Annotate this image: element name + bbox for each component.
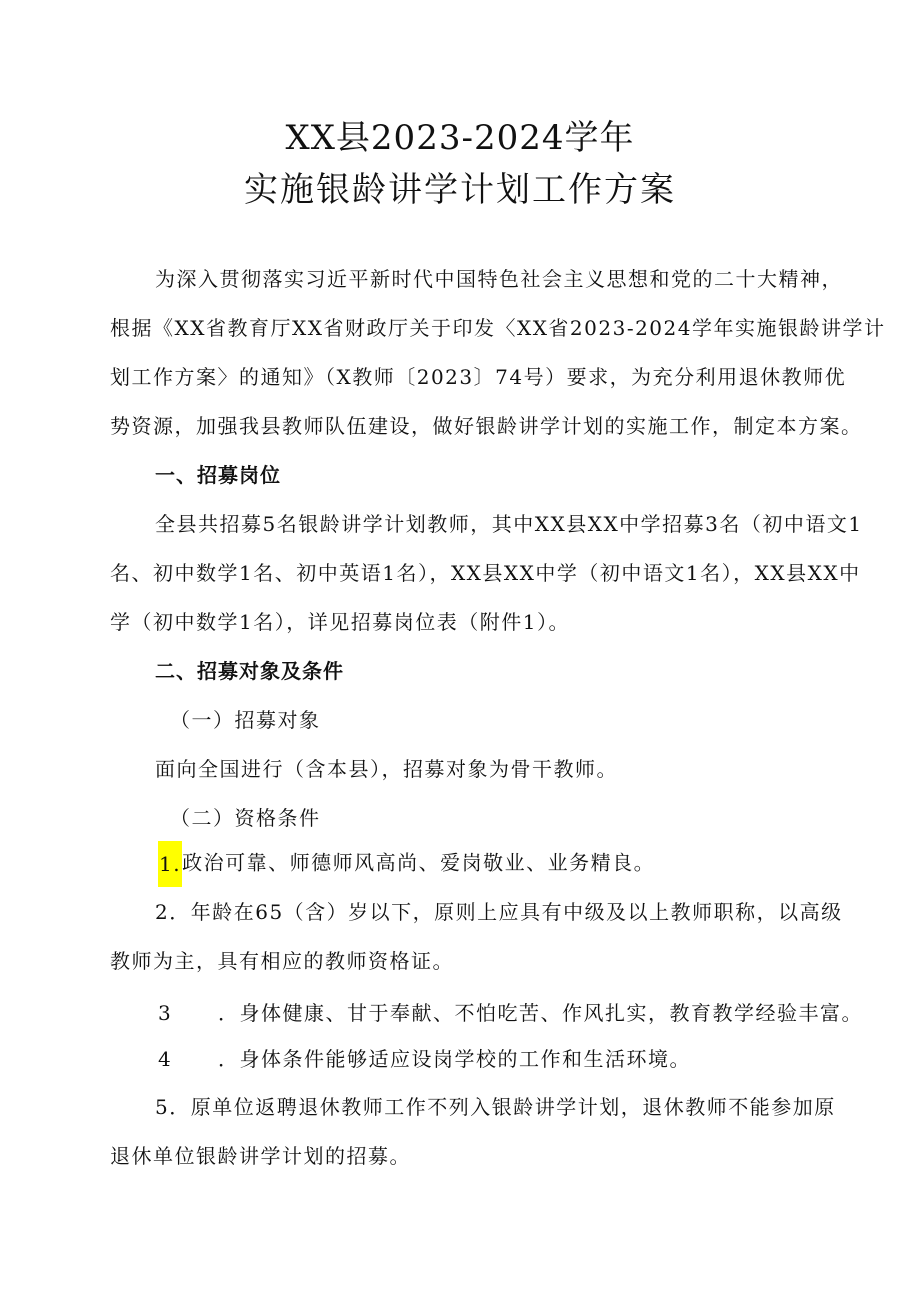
condition-item-5-line-2: 退休单位银龄讲学计划的招募。 — [110, 1144, 411, 1168]
section1-line-1: 全县共招募5名银龄讲学计划教师，其中XX县XX中学招募3名（初中语文1 — [155, 512, 863, 536]
condition-item-5-line-1: 5．原单位返聘退休教师工作不列入银龄讲学计划，退休教师不能参加原 — [155, 1095, 836, 1119]
condition-item-1 — [158, 841, 655, 887]
subsection1-heading: （一）招募对象 — [170, 708, 321, 732]
condition-item-4-text: ．身体条件能够适应设岗学校的工作和生活环境。 — [218, 1047, 691, 1071]
subsection1-body: 面向全国进行（含本县），招募对象为骨干教师。 — [155, 757, 618, 781]
condition-item-2-line-2: 教师为主，具有相应的教师资格证。 — [110, 949, 454, 973]
condition-item-1-text: 政治可靠、师德师风高尚、爱岗敬业、业务精良。 — [182, 850, 656, 875]
section1-line-3: 学（初中数学1名），详见招募岗位表（附件1）。 — [110, 610, 570, 634]
intro-line-3: 划工作方案〉的通知》（X教师〔2023〕74号）要求，为充分利用退休教师优 — [110, 365, 847, 389]
condition-item-2-line-1: 2．年龄在65（含）岁以下，原则上应具有中级及以上教师职称，以高级 — [155, 900, 843, 924]
condition-item-4-number: 4 — [158, 1047, 173, 1071]
condition-item-4 — [158, 1046, 691, 1072]
document-title-line1: XX县2023-2024学年 — [285, 118, 635, 158]
intro-line-4: 势资源，加强我县教师队伍建设，做好银龄讲学计划的实施工作，制定本方案。 — [110, 414, 863, 438]
subsection2-heading: （二）资格条件 — [170, 806, 321, 830]
intro-line-2: 根据《XX省教育厅XX省财政厅关于印发〈XX省2023-2024学年实施银龄讲学计 — [110, 316, 886, 340]
condition-item-3-number: 3 — [158, 1001, 173, 1025]
section1-line-2: 名、初中数学1名、初中英语1名），XX县XX中学（初中语文1名），XX县XX中 — [110, 561, 861, 585]
condition-item-3 — [158, 1000, 863, 1026]
condition-item-3-text: ．身体健康、甘于奉献、不怕吃苦、作风扎实，教育教学经验丰富。 — [218, 1001, 863, 1025]
intro-line-1: 为深入贯彻落实习近平新时代中国特色社会主义思想和党的二十大精神， — [155, 267, 843, 291]
document-title-line2: 实施银龄讲学计划工作方案 — [244, 170, 676, 210]
section1-heading: 一、招募岗位 — [155, 463, 281, 487]
section2-heading: 二、招募对象及条件 — [155, 659, 344, 683]
highlighted-item-number: 1. — [158, 841, 182, 887]
